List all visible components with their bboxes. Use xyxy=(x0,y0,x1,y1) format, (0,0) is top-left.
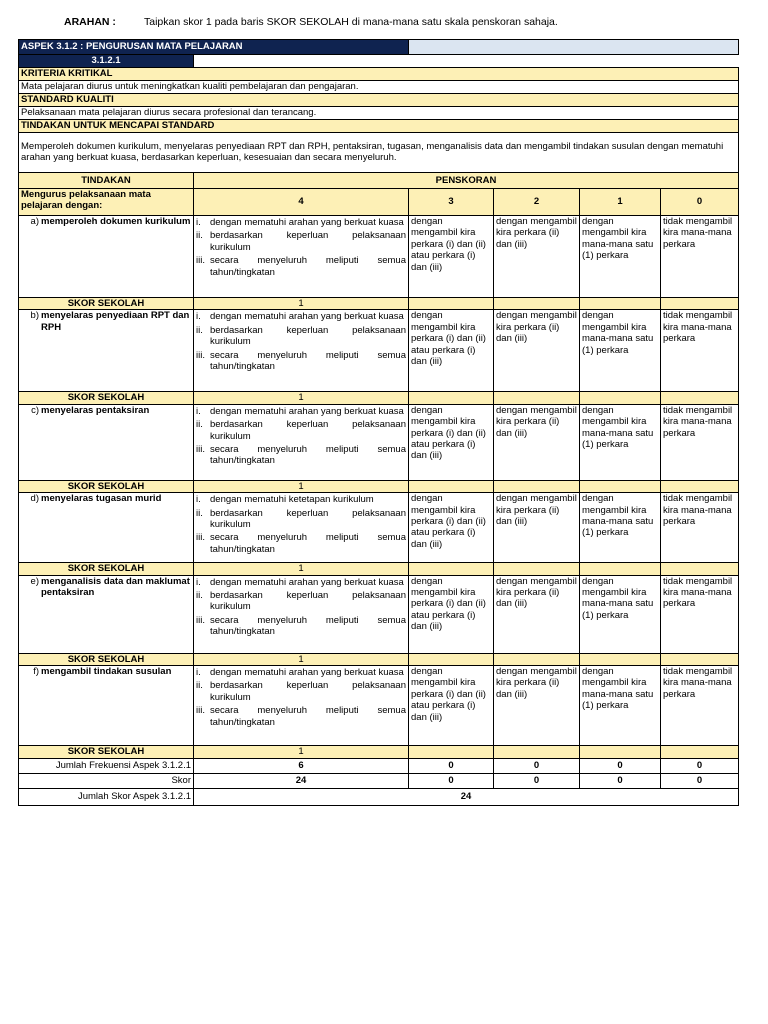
standard-label: STANDARD KUALITI xyxy=(19,94,739,107)
skor-input-4[interactable]: 1 xyxy=(194,746,409,759)
criteria-num: ii. xyxy=(196,419,203,431)
criteria-cell xyxy=(194,666,409,746)
criteria-cell xyxy=(194,310,409,392)
skor-sekolah-label: SKOR SEKOLAH xyxy=(19,653,194,665)
skor-input-3[interactable] xyxy=(409,746,494,759)
item-title: menyelaras pentaksiran xyxy=(41,404,150,416)
criteria-num: ii. xyxy=(196,324,203,336)
skor-input-3[interactable] xyxy=(409,563,494,575)
descriptor-1: dengan mengambil kira mana-mana satu (1) perkara xyxy=(580,310,661,392)
criteria-cell xyxy=(194,575,409,653)
skor-total-3: 0 xyxy=(409,774,494,789)
skor-input-4[interactable]: 1 xyxy=(194,653,409,665)
kriteria-text: Mata pelajaran diurus untuk meningkatkan kualiti pembelajaran dan pengajaran. xyxy=(19,81,739,94)
item-label-cell xyxy=(19,404,194,480)
skor-input-2[interactable] xyxy=(494,653,580,665)
criteria-num: i. xyxy=(196,217,201,228)
descriptor-3: dengan mengambil kira perkara (i) dan (ii) atau perkara (i) dan (iii) xyxy=(409,666,494,746)
score-head-1: 1 xyxy=(580,189,661,216)
skor-input-2[interactable] xyxy=(494,298,580,310)
assessment-table xyxy=(18,39,739,806)
skor-input-0[interactable] xyxy=(661,480,739,492)
criteria-text: secara menyeluruh meliputi semua tahun/tingkatan xyxy=(210,255,406,278)
descriptor-3: dengan mengambil kira perkara (i) dan (ii) atau perkara (i) dan (iii) xyxy=(409,216,494,298)
score-head-0: 0 xyxy=(661,189,739,216)
skor-input-3[interactable] xyxy=(409,480,494,492)
skor-input-4[interactable]: 1 xyxy=(194,480,409,492)
item-letter: d) xyxy=(30,493,39,505)
item-title: mengambil tindakan susulan xyxy=(41,666,172,678)
skor-input-4[interactable]: 1 xyxy=(194,298,409,310)
criteria-text: berdasarkan keperluan pelaksanaan kurikulum xyxy=(210,324,406,348)
criteria-text: dengan mematuhi arahan yang berkuat kuasa xyxy=(210,217,404,228)
criteria-num: iii. xyxy=(196,532,205,544)
kriteria-label: KRITERIA KRITIKAL xyxy=(19,68,739,81)
item-letter: a) xyxy=(30,216,39,227)
criteria-text: dengan mematuhi ketetapan kurikulum xyxy=(210,494,374,506)
score-head-3: 3 xyxy=(409,189,494,216)
descriptor-2: dengan mengambil kira perkara (ii) dan (iii) xyxy=(494,310,580,392)
criteria-num: iii. xyxy=(196,705,205,717)
jumlah-skor: 24 xyxy=(194,789,739,806)
skor-input-2[interactable] xyxy=(494,480,580,492)
skor-sekolah-label: SKOR SEKOLAH xyxy=(19,480,194,492)
skor-input-0[interactable] xyxy=(661,298,739,310)
descriptor-0: tidak mengambil kira mana-mana perkara xyxy=(661,404,739,480)
descriptor-0: tidak mengambil kira mana-mana perkara xyxy=(661,493,739,563)
descriptor-3: dengan mengambil kira perkara (i) dan (ii) atau perkara (i) dan (iii) xyxy=(409,404,494,480)
frekuensi-2: 0 xyxy=(494,759,580,774)
criteria-text: dengan mematuhi arahan yang berkuat kuasa xyxy=(210,311,404,323)
item-row-d xyxy=(19,493,739,563)
skor-input-1[interactable] xyxy=(580,653,661,665)
criteria-num: i. xyxy=(196,576,201,588)
criteria-text: berdasarkan keperluan pelaksanaan kurikulum xyxy=(210,680,406,703)
item-title: menyelaras penyediaan RPT dan RPH xyxy=(41,310,190,333)
skor-input-3[interactable] xyxy=(409,392,494,404)
skor-label: Skor xyxy=(19,774,194,789)
standard-text: Pelaksanaan mata pelajaran diurus secara profesional dan terancang. xyxy=(19,107,739,120)
header-penskoran: PENSKORAN xyxy=(194,173,739,189)
skor-input-4[interactable]: 1 xyxy=(194,563,409,575)
skor-total-1: 0 xyxy=(580,774,661,789)
criteria-num: iii. xyxy=(196,444,205,456)
criteria-num: ii. xyxy=(196,230,203,242)
criteria-text: secara menyeluruh meliputi semua tahun/tingkatan xyxy=(210,705,406,728)
descriptor-0: tidak mengambil kira mana-mana perkara xyxy=(661,666,739,746)
criteria-cell xyxy=(194,216,409,298)
criteria-cell xyxy=(194,404,409,480)
descriptor-2: dengan mengambil kira perkara (ii) dan (iii) xyxy=(494,493,580,563)
descriptor-1: dengan mengambil kira mana-mana satu (1) perkara xyxy=(580,666,661,746)
descriptor-1: dengan mengambil kira mana-mana satu (1) perkara xyxy=(580,404,661,480)
descriptor-3: dengan mengambil kira perkara (i) dan (ii) atau perkara (i) dan (iii) xyxy=(409,575,494,653)
aspect-title: ASPEK 3.1.2 : PENGURUSAN MATA PELAJARAN xyxy=(19,40,409,55)
criteria-cell xyxy=(194,493,409,563)
descriptor-0: tidak mengambil kira mana-mana perkara xyxy=(661,575,739,653)
criteria-text: berdasarkan keperluan pelaksanaan kurikulum xyxy=(210,419,406,442)
skor-input-1[interactable] xyxy=(580,392,661,404)
item-label-cell xyxy=(19,666,194,746)
skor-total-0: 0 xyxy=(661,774,739,789)
skor-input-0[interactable] xyxy=(661,563,739,575)
frekuensi-1: 0 xyxy=(580,759,661,774)
criteria-text: dengan mematuhi arahan yang berkuat kuasa xyxy=(210,405,404,417)
descriptor-0: tidak mengambil kira mana-mana perkara xyxy=(661,310,739,392)
skor-input-1[interactable] xyxy=(580,563,661,575)
skor-total-2: 0 xyxy=(494,774,580,789)
criteria-num: ii. xyxy=(196,507,203,519)
frekuensi-label: Jumlah Frekuensi Aspek 3.1.2.1 xyxy=(19,759,194,774)
score-head-4: 4 xyxy=(194,189,409,216)
skor-total-4: 24 xyxy=(194,774,409,789)
criteria-num: ii. xyxy=(196,680,203,692)
tindakan-label: TINDAKAN UNTUK MENCAPAI STANDARD xyxy=(19,120,739,133)
item-label-cell xyxy=(19,493,194,563)
item-title: menganalisis data dan maklumat pentaksiran xyxy=(41,575,190,599)
item-letter: b) xyxy=(30,310,39,322)
descriptor-1: dengan mengambil kira mana-mana satu (1) perkara xyxy=(580,575,661,653)
criteria-num: iii. xyxy=(196,614,205,626)
criteria-num: ii. xyxy=(196,590,203,602)
skor-input-0[interactable] xyxy=(661,392,739,404)
skor-input-1[interactable] xyxy=(580,298,661,310)
header-tindakan: TINDAKAN xyxy=(19,173,194,189)
criteria-num: i. xyxy=(196,311,201,323)
skor-sekolah-label: SKOR SEKOLAH xyxy=(19,298,194,310)
item-row-f xyxy=(19,666,739,746)
skor-input-2[interactable] xyxy=(494,746,580,759)
criteria-text: dengan mematuhi arahan yang berkuat kuasa xyxy=(210,576,404,588)
descriptor-2: dengan mengambil kira perkara (ii) dan (iii) xyxy=(494,216,580,298)
skor-sekolah-label: SKOR SEKOLAH xyxy=(19,392,194,404)
criteria-num: i. xyxy=(196,667,201,679)
criteria-text: berdasarkan keperluan pelaksanaan kurikulum xyxy=(210,230,406,253)
skor-input-0[interactable] xyxy=(661,746,739,759)
instruction-line xyxy=(0,14,768,30)
item-letter: f) xyxy=(33,666,39,678)
skor-input-3[interactable] xyxy=(409,298,494,310)
item-row-e xyxy=(19,575,739,653)
criteria-text: secara menyeluruh meliputi semua tahun/tingkatan xyxy=(210,349,406,373)
item-label-cell xyxy=(19,216,194,298)
criteria-num: i. xyxy=(196,405,201,417)
frekuensi-3: 0 xyxy=(409,759,494,774)
skor-input-2[interactable] xyxy=(494,392,580,404)
descriptor-1: dengan mengambil kira mana-mana satu (1) perkara xyxy=(580,493,661,563)
skor-input-1[interactable] xyxy=(580,746,661,759)
item-label-cell xyxy=(19,575,194,653)
criteria-text: secara menyeluruh meliputi semua tahun/tingkatan xyxy=(210,444,406,467)
aspect-title-fill xyxy=(409,40,739,55)
descriptor-2: dengan mengambil kira perkara (ii) dan (iii) xyxy=(494,666,580,746)
descriptor-2: dengan mengambil kira perkara (ii) dan (iii) xyxy=(494,404,580,480)
item-letter: c) xyxy=(31,404,39,416)
descriptor-1: dengan mengambil kira mana-mana satu (1) perkara xyxy=(580,216,661,298)
item-row-c xyxy=(19,404,739,480)
item-letter: e) xyxy=(30,575,39,587)
jumlah-label: Jumlah Skor Aspek 3.1.2.1 xyxy=(19,789,194,806)
descriptor-2: dengan mengambil kira perkara (ii) dan (iii) xyxy=(494,575,580,653)
item-title: memperoleh dokumen kurikulum xyxy=(41,216,191,227)
header-sub: Mengurus pelaksanaan mata pelajaran dengan: xyxy=(19,189,194,216)
criteria-num: i. xyxy=(196,494,201,506)
skor-sekolah-label: SKOR SEKOLAH xyxy=(19,563,194,575)
item-label-cell xyxy=(19,310,194,392)
skor-input-1[interactable] xyxy=(580,480,661,492)
aspect-code-spacer xyxy=(194,55,739,68)
item-row-a xyxy=(19,216,739,298)
skor-input-3[interactable] xyxy=(409,653,494,665)
instruction-label: ARAHAN : xyxy=(64,16,116,28)
item-row-b xyxy=(19,310,739,392)
criteria-text: berdasarkan keperluan pelaksanaan kurikulum xyxy=(210,590,406,613)
criteria-num: iii. xyxy=(196,255,205,267)
instruction-text: Taipkan skor 1 pada baris SKOR SEKOLAH di mana-mana satu skala penskoran sahaja. xyxy=(144,16,558,28)
aspect-code: 3.1.2.1 xyxy=(19,55,194,68)
criteria-text: berdasarkan keperluan pelaksanaan kurikulum xyxy=(210,507,406,531)
skor-input-4[interactable]: 1 xyxy=(194,392,409,404)
criteria-num: iii. xyxy=(196,349,205,361)
frekuensi-0: 0 xyxy=(661,759,739,774)
item-title: menyelaras tugasan murid xyxy=(41,493,162,505)
skor-input-0[interactable] xyxy=(661,653,739,665)
descriptor-3: dengan mengambil kira perkara (i) dan (ii) atau perkara (i) dan (iii) xyxy=(409,310,494,392)
criteria-text: secara menyeluruh meliputi semua tahun/tingkatan xyxy=(210,532,406,555)
criteria-text: secara menyeluruh meliputi semua tahun/tingkatan xyxy=(210,614,406,638)
score-head-2: 2 xyxy=(494,189,580,216)
descriptor-0: tidak mengambil kira mana-mana perkara xyxy=(661,216,739,298)
skor-input-2[interactable] xyxy=(494,563,580,575)
descriptor-3: dengan mengambil kira perkara (i) dan (ii) atau perkara (i) dan (iii) xyxy=(409,493,494,563)
skor-sekolah-label: SKOR SEKOLAH xyxy=(19,746,194,759)
tindakan-text: Memperoleh dokumen kurikulum, menyelaras penyediaan RPT dan RPH, pentaksiran, tugasan, menganalisis data dan mengambil tindakan susulan dengan mematuhi arahan yang berkuat kuasa, berdasarkan keperluan, kesesuaian dan secara menyeluruh. xyxy=(19,133,739,173)
frekuensi-4: 6 xyxy=(194,759,409,774)
criteria-text: dengan mematuhi arahan yang berkuat kuasa xyxy=(210,667,404,679)
